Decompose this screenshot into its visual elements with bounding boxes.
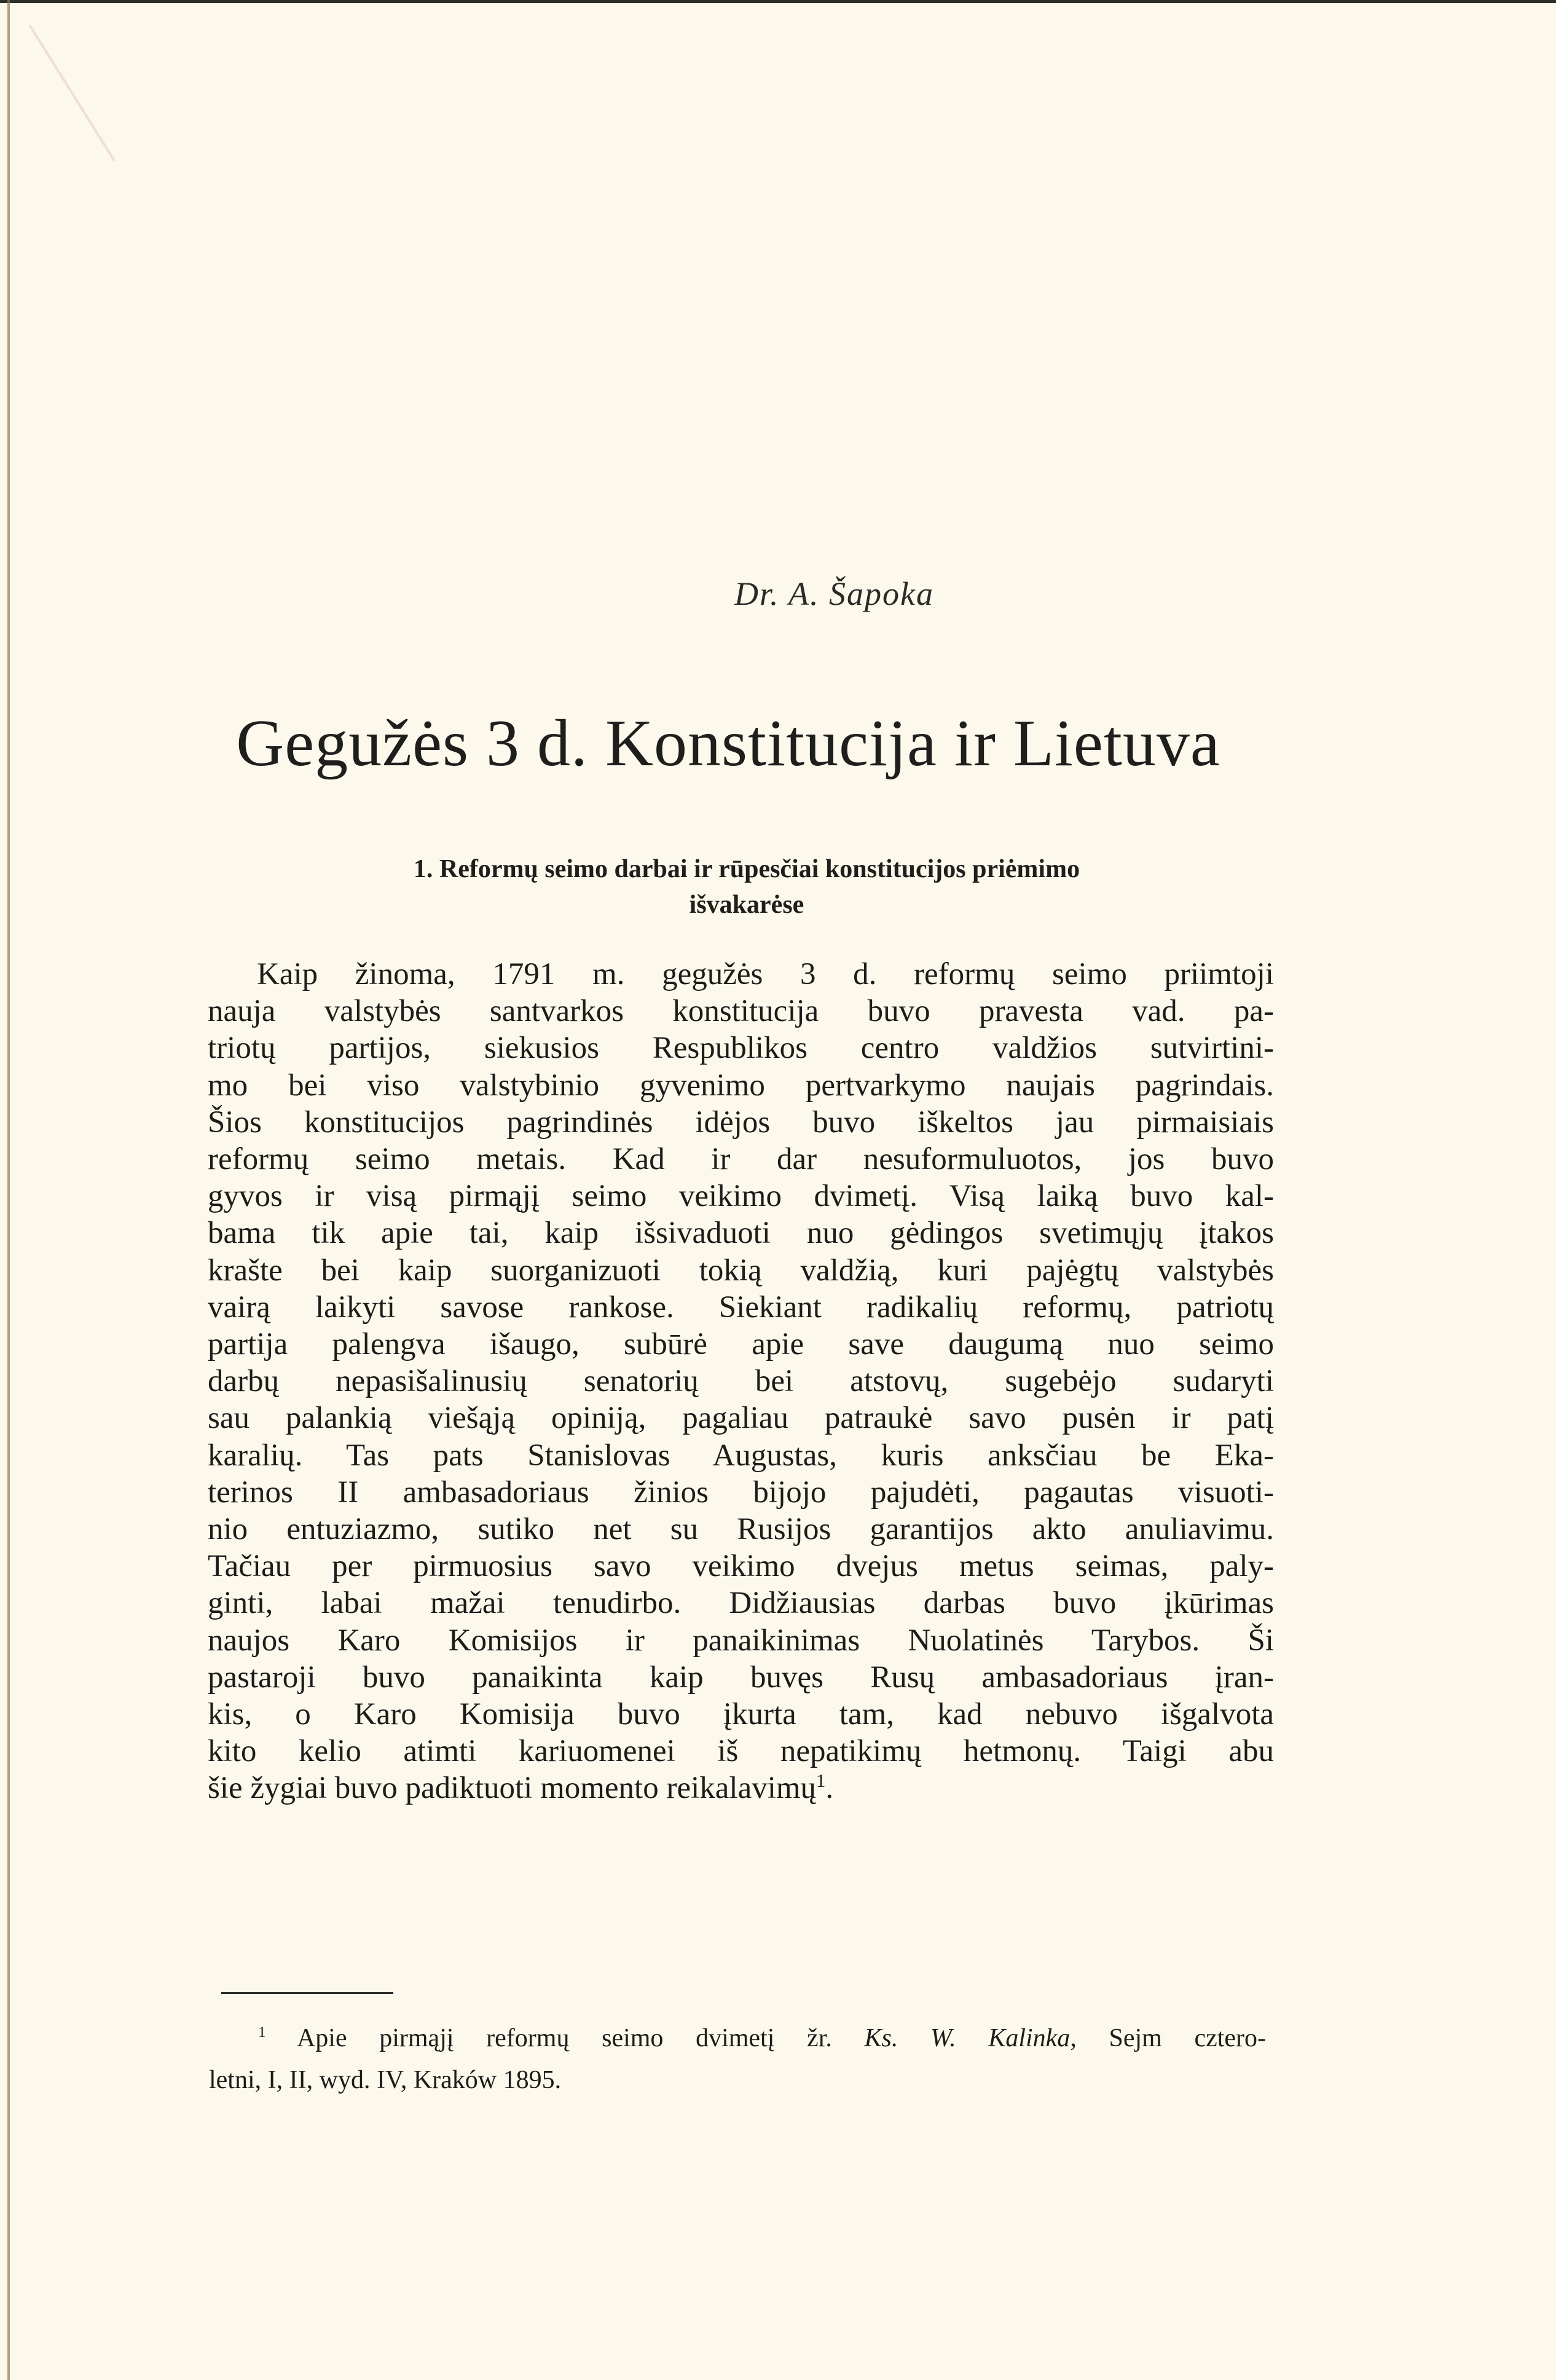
section-heading-line-2: išvakarėse bbox=[689, 891, 804, 919]
page-left-edge bbox=[7, 0, 10, 2380]
body-line-end: . bbox=[825, 1771, 834, 1806]
body-line: kito kelio atimti kariuomenei iš nepatikimų hetmonų. Taigi abu bbox=[208, 1734, 1274, 1769]
footnote-cited-author: Ks. W. Kalinka bbox=[864, 2024, 1071, 2052]
footnote-text-cont: , Sejm cztero- bbox=[1070, 2024, 1267, 2052]
author-name: Dr. A. Šapoka bbox=[734, 575, 935, 612]
footnotes bbox=[209, 2017, 1266, 2101]
footnote-text: Apie pirmąjį reformų seimo dvimetį žr. bbox=[296, 2024, 865, 2052]
body-line: gyvos ir visą pirmąjį seimo veikimo dvimetį. Visą laiką buvo kal- bbox=[208, 1179, 1274, 1214]
body-line: nauja valstybės santvarkos konstitucija buvo pravesta vad. pa- bbox=[208, 994, 1274, 1029]
footnote-marker: 1 bbox=[258, 2024, 266, 2041]
body-line: krašte bei kaip suorganizuoti tokią valdžią, kuri pajėgtų valstybės bbox=[208, 1253, 1274, 1288]
body-line: karalių. Tas pats Stanislovas Augustas, kuris anksčiau be Eka- bbox=[208, 1438, 1274, 1473]
footnote-line-2: letni, I, II, wyd. IV, Kraków 1895. bbox=[209, 2066, 562, 2094]
body-line-last bbox=[208, 1770, 1274, 1807]
body-line: mo bei viso valstybinio gyvenimo pertvarkymo naujais pagrindais. bbox=[208, 1068, 1274, 1103]
body-line: kis, o Karo Komisija buvo įkurta tam, kad nebuvo išgalvota bbox=[208, 1697, 1274, 1732]
body-line: partija palengva išaugo, subūrė apie save daugumą nuo seimo bbox=[208, 1327, 1274, 1362]
paper-crease bbox=[29, 25, 116, 162]
body-line: ginti, labai mažai tenudirbo. Didžiausias darbas buvo įkūrimas bbox=[208, 1586, 1274, 1621]
body-line-text: šie žygiai buvo padiktuoti momento reikalavimų bbox=[208, 1771, 817, 1806]
section-heading bbox=[184, 851, 1309, 923]
page-top-edge bbox=[0, 0, 1556, 3]
article-title: Gegužės 3 d. Konstitucija ir Lietuva bbox=[236, 707, 1220, 780]
footnote-divider bbox=[221, 1992, 393, 1994]
body-line: terinos II ambasadoriaus žinios bijojo pajudėti, pagautas visuoti- bbox=[208, 1475, 1274, 1510]
body-line: vairą laikyti savose rankose. Siekiant radikalių reformų, patriotų bbox=[208, 1290, 1274, 1325]
footnote-reference[interactable]: 1 bbox=[816, 1770, 826, 1792]
body-line: sau palankią viešąją opiniją, pagaliau patraukė savo pusėn ir patį bbox=[208, 1401, 1274, 1436]
section-heading-line-1: 1. Reformų seimo darbai ir rūpesčiai konstitucijos priėmimo bbox=[413, 855, 1080, 883]
body-line: triotų partijos, siekusios Respublikos centro valdžios sutvirtini- bbox=[208, 1031, 1274, 1066]
body-line: reformų seimo metais. Kad ir dar nesuformuluotos, jos buvo bbox=[208, 1142, 1274, 1177]
body-paragraph bbox=[208, 956, 1274, 1807]
footnote-line-1 bbox=[209, 2017, 1266, 2059]
body-line: Kaip žinoma, 1791 m. gegužės 3 d. reformų seimo priimtoji bbox=[257, 957, 1274, 991]
body-line: pastaroji buvo panaikinta kaip buvęs Rusų ambasadoriaus įran- bbox=[208, 1660, 1274, 1695]
body-line: bama tik apie tai, kaip išsivaduoti nuo gėdingos svetimųjų įtakos bbox=[208, 1216, 1274, 1251]
body-line: darbų nepasišalinusių senatorių bei atstovų, sugebėjo sudaryti bbox=[208, 1364, 1274, 1399]
body-line: Šios konstitucijos pagrindinės idėjos buvo iškeltos jau pirmaisiais bbox=[208, 1105, 1274, 1140]
body-line: nio entuziazmo, sutiko net su Rusijos garantijos akto anuliavimu. bbox=[208, 1512, 1274, 1547]
body-line: Tačiau per pirmuosius savo veikimo dvejus metus seimas, paly- bbox=[208, 1549, 1274, 1584]
body-line: naujos Karo Komisijos ir panaikinimas Nuolatinės Tarybos. Ši bbox=[208, 1623, 1274, 1658]
